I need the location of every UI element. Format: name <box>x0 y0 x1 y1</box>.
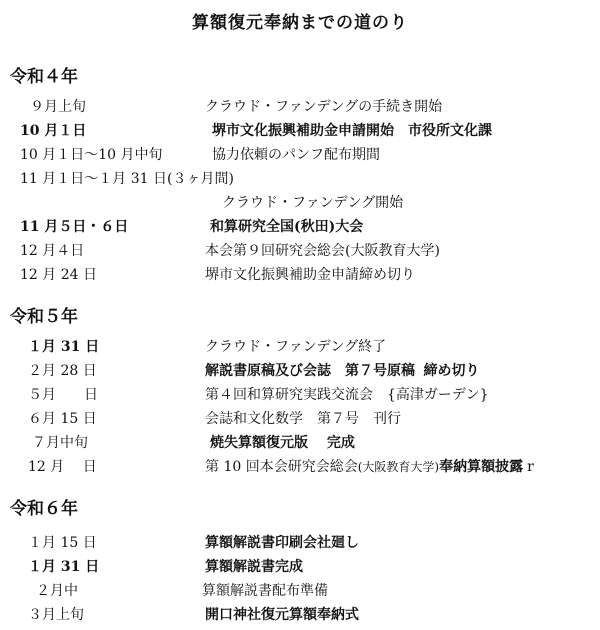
item-event: 協力依頼のパンフ配布期間 <box>212 147 380 163</box>
list-item <box>0 96 600 118</box>
item-date: 10 月１日～10 月中旬 <box>20 147 163 163</box>
list-item <box>0 264 600 286</box>
item-event: クラウド・ファンデングの手続き開始 <box>205 99 443 115</box>
list-item <box>0 216 600 238</box>
year-heading-reiwa4: 令和４年 <box>10 67 78 87</box>
item-date: １月 31 日 <box>28 339 100 355</box>
item-event: 算額解説書配布準備 <box>202 583 328 599</box>
item-date: １月 31 日 <box>28 559 100 575</box>
item-date: １月 15 日 <box>28 535 97 551</box>
list-item <box>0 456 600 478</box>
year-heading-reiwa5: 令和５年 <box>10 307 78 327</box>
item-event: クラウド・ファンデング開始 <box>222 195 404 211</box>
item-event: 算額解説書印刷会社廻し <box>205 535 359 551</box>
page-title: 算額復元奉納までの道のり <box>192 13 408 33</box>
item-event: 堺市文化振興補助金申請開始 市役所文化課 <box>212 123 492 139</box>
item-event: 焼失算額復元版 完成 <box>210 435 355 451</box>
list-item <box>0 384 600 406</box>
list-item <box>0 240 600 262</box>
list-item <box>0 580 600 602</box>
event-emphasis: 奉納算額披露 <box>439 459 524 475</box>
event-text: 解説書原稿及び会誌 第７号原稿 <box>205 363 415 379</box>
item-date: 10 月１日 <box>20 123 87 139</box>
item-event: 和算研究全国(秋田)大会 <box>210 219 364 235</box>
item-date: 11 月５日・６日 <box>20 219 129 235</box>
item-date: 12 月 日 <box>28 459 97 475</box>
list-item <box>0 432 600 454</box>
year-heading-reiwa6: 令和６年 <box>10 499 78 519</box>
list-item <box>0 604 600 626</box>
item-event: 本会第９回研究会総会(大阪教育大学) <box>205 243 440 259</box>
item-event: 第４回和算研究実践交流会 {高津ガーデン} <box>205 387 489 403</box>
item-event <box>205 360 479 380</box>
item-event: 会誌和文化数学 第７号 刊行 <box>205 411 401 427</box>
item-event: クラウド・ファンデング終了 <box>205 339 387 355</box>
event-venue: (大阪教育大学) <box>357 460 440 474</box>
item-date: ２月 28 日 <box>28 363 97 379</box>
list-item <box>0 192 600 214</box>
item-date: ５月 日 <box>28 387 98 403</box>
item-date: ７月中旬 <box>32 435 88 451</box>
item-event: 堺市文化振興補助金申請締め切り <box>205 267 415 283</box>
list-item <box>0 556 600 578</box>
item-event: 算額解説書完成 <box>205 559 303 575</box>
item-date: 12 月４日 <box>20 243 85 259</box>
list-item <box>0 532 600 554</box>
event-deadline-emphasis: 締め切り <box>423 363 480 379</box>
item-date: ６月 15 日 <box>28 411 97 427</box>
list-item <box>0 408 600 430</box>
list-item <box>0 360 600 382</box>
event-trailing-mark: r <box>527 459 534 475</box>
item-date: 11 月１日～１月 31 日(３ヶ月間) <box>20 171 234 187</box>
list-item <box>0 120 600 142</box>
event-text: 第 10 回本会研究会総会 <box>205 459 358 475</box>
item-date: ９月上旬 <box>30 99 86 115</box>
item-date: ２月中 <box>36 583 78 599</box>
item-event <box>205 456 534 476</box>
list-item <box>0 144 600 166</box>
item-event: 開口神社復元算額奉納式 <box>205 607 359 623</box>
item-date: ３月上旬 <box>28 607 84 623</box>
item-date: 12 月 24 日 <box>20 267 97 283</box>
list-item <box>0 168 600 190</box>
list-item <box>0 336 600 358</box>
